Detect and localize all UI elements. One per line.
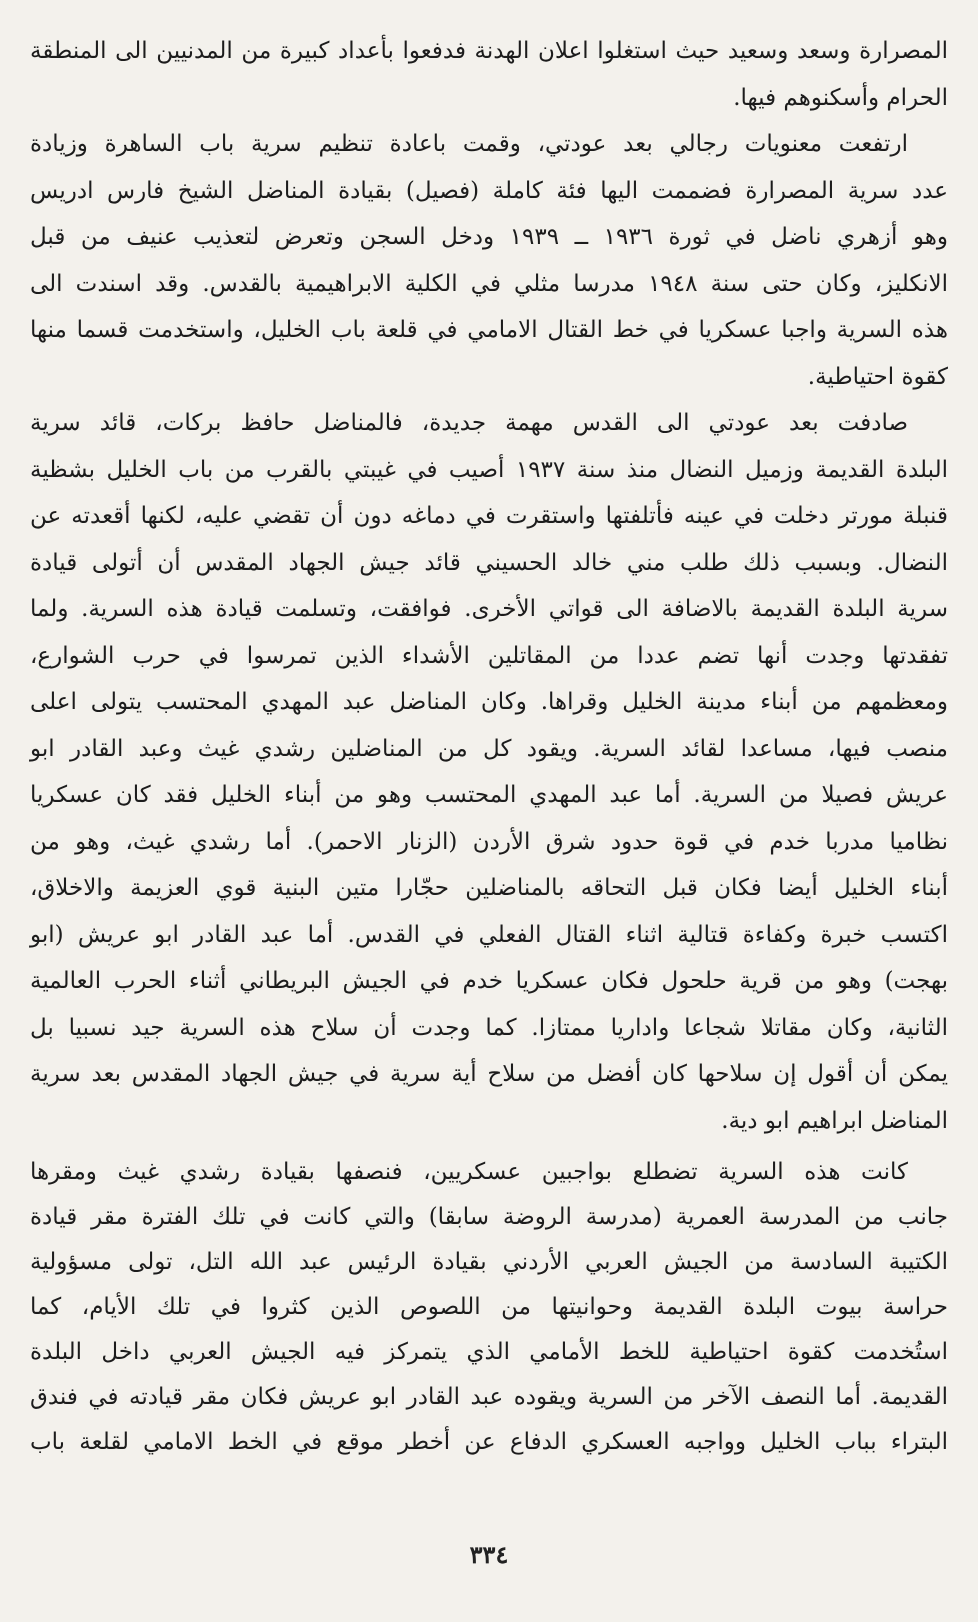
text-line: القديمة. أما النصف الآخر من السرية ويقوده عبد القادر ابو عريش فكان مقر قيادته في فندق [30, 1384, 948, 1410]
text-line: الانكليز، وكان حتى سنة ١٩٤٨ مدرسا مثلي في الكلية الابراهيمية بالقدس. وقد اسندت الى [30, 270, 948, 297]
text-line: سرية البلدة القديمة بالاضافة الى قواتي الأخرى. فوافقت، وتسلمت قيادة هذه السرية. ولما [30, 596, 948, 622]
text-line: منصب فيها، مساعدا لقائد السرية. ويقود كل من المناضلين رشدي غيث وعبد القادر ابو [30, 735, 948, 762]
text-line: عريش فصيلا من السرية. أما عبد المهدي المحتسب وهو من أبناء الخليل فقد كان عسكريا [30, 782, 948, 808]
paragraph [30, 121, 948, 400]
text-line: الحرام وأسكنوهم فيها. [733, 84, 948, 111]
text-line: بهجت) وهو من قرية حلحول فكان عسكريا خدم في الجيش البريطاني أثناء الحرب العالمية [30, 968, 948, 994]
page-body [30, 28, 948, 1465]
text-line: ارتفعت معنويات رجالي بعد عودتي، وقمت باعادة تنظيم سرية باب الساهرة وزيادة [30, 131, 908, 157]
text-line: كانت هذه السرية تضطلع بواجبين عسكريين، فنصفها بقيادة رشدي غيث ومقرها [30, 1159, 908, 1185]
text-line: ومعظمهم من أبناء مدينة الخليل وقراها. وكان المناضل عبد المهدي المحتسب يتولى اعلى [30, 689, 948, 715]
text-line: المصرارة وسعد وسعيد حيث استغلوا اعلان الهدنة فدفعوا بأعداد كبيرة من المدنيين الى المنطقة [30, 38, 948, 64]
text-line: وهو أزهري ناضل في ثورة ١٩٣٦ ــ ١٩٣٩ ودخل السجن وتعرض لتعذيب عنيف من قبل [30, 224, 948, 250]
paragraph [30, 1150, 948, 1465]
text-line: كقوة احتياطية. [807, 363, 948, 390]
text-line: الثانية، وكان مقاتلا شجاعا واداريا ممتازا. كما وجدت أن سلاح هذه السرية جيد نسبيا بل [30, 1014, 948, 1041]
text-line: اكتسب خبرة وكفاءة قتالية اثناء القتال الفعلي في القدس. أما عبد القادر ابو عريش (ابو [30, 921, 948, 948]
text-line: المناضل ابراهيم ابو دية. [721, 1107, 948, 1134]
text-line: تفقدتها وجدت أنها تضم عددا من المقاتلين الأشداء الذين تمرسوا في حرب الشوارع، [30, 642, 948, 669]
text-line: قنبلة مورتر دخلت في عينه فأتلفتها واستقرت في دماغه دون أن تقضي عليه، لكنها أقعدته عن [30, 503, 948, 529]
text-line: البتراء بباب الخليل وواجبه العسكري الدفاع عن أخطر موقع في الخط الامامي لقلعة باب [30, 1429, 948, 1455]
text-line: استُخدمت كقوة احتياطية للخط الأمامي الذي يتمركز فيه الجيش العربي داخل البلدة [30, 1339, 948, 1365]
text-line: عدد سرية المصرارة فضممت اليها فئة كاملة (فصيل) بقيادة المناضل الشيخ فارس ادريس [30, 177, 948, 204]
text-line: يمكن أن أقول إن سلاحها كان أفضل من سلاح أية سرية في جيش الجهاد المقدس بعد سرية [30, 1061, 948, 1087]
text-line: النضال. وبسبب ذلك طلب مني خالد الحسيني قائد جيش الجهاد المقدس أن أتولى قيادة [30, 549, 948, 576]
text-line: جانب من المدرسة العمرية (مدرسة الروضة سابقا) والتي كانت في تلك الفترة مقر قيادة [30, 1204, 948, 1230]
text-line: أبناء الخليل أيضا فكان قبل التحاقه بالمناضلين حجّارا متين البنية قوي العزيمة والاخلاق، [30, 875, 948, 901]
page-number: ٣٣٤ [469, 1540, 509, 1569]
paragraph [30, 400, 948, 1144]
paragraph [30, 28, 948, 121]
text-line: نظاميا مدربا خدم في قوة حدود شرق الأردن (الزنار الاحمر). أما رشدي غيث، وهو من [30, 828, 948, 855]
text-line: هذه السرية واجبا عسكريا في خط القتال الامامي في قلعة باب الخليل، واستخدمت قسما منها [30, 317, 948, 343]
text-line: الكتيبة السادسة من الجيش العربي الأردني بقيادة الرئيس عبد الله التل، تولى مسؤولية [30, 1249, 948, 1275]
text-line: البلدة القديمة وزميل النضال منذ سنة ١٩٣٧ أصيب في غيبتي بالقرب من باب الخليل بشظية [30, 456, 948, 483]
text-line: حراسة بيوت البلدة القديمة وحوانيتها من اللصوص الذين كثروا في تلك الأيام، كما [30, 1294, 948, 1320]
text-line: صادفت بعد عودتي الى القدس مهمة جديدة، فالمناضل حافظ بركات، قائد سرية [30, 410, 908, 436]
